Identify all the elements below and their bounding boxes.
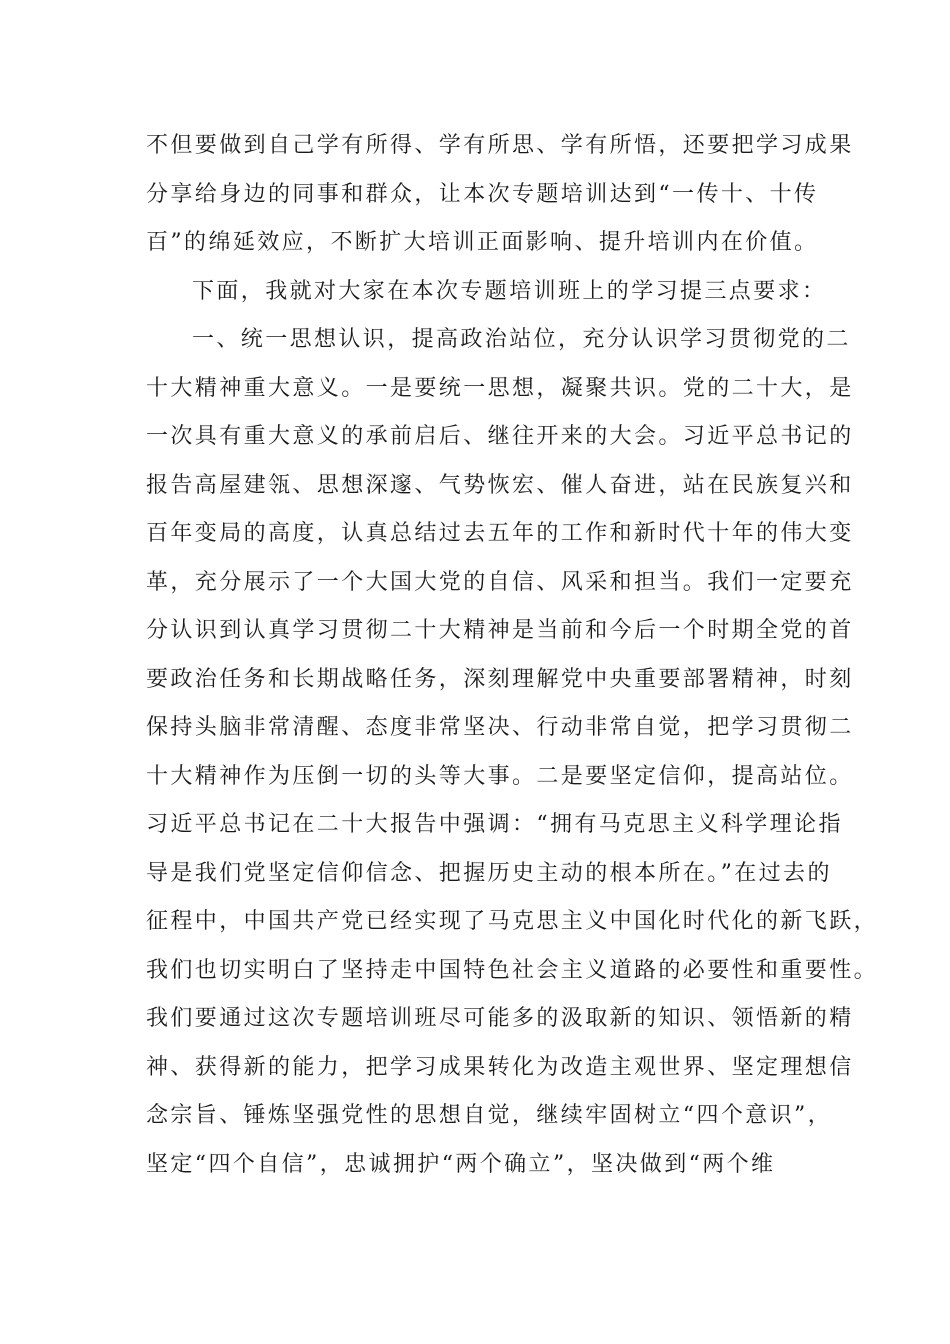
text-line: 我们也切实明白了坚持走中国特色社会主义道路的必要性和重要性。 <box>146 957 879 983</box>
paragraph-start-line: 下面，我就对大家在本次专题培训班上的学习提三点要求： <box>192 278 827 304</box>
section-heading-line: 一、统一思想认识，提高政治站位，充分认识学习贯彻党的二 <box>192 327 851 352</box>
text-line: 十大精神重大意义。一是要统一思想，凝聚共识。党的二十大，是 <box>146 375 854 401</box>
body-text <box>146 122 879 1189</box>
text-line: 分享给身边的同事和群众，让本次专题培训达到“一传十、十传 <box>146 181 819 207</box>
text-line: 分认识到认真学习贯彻二十大精神是当前和今后一个时期全党的首 <box>146 618 854 643</box>
text-line: 征程中，中国共产党已经实现了马克思主义中国化时代化的新飞跃， <box>146 909 879 934</box>
text-line: 革，充分展示了一个大国大党的自信、风采和担当。我们一定要充 <box>146 569 854 595</box>
text-line: 导是我们党坚定信仰信念、把握历史主动的根本所在。”在过去的 <box>146 860 832 886</box>
text-line: 坚定“四个自信”，忠诚拥护“两个确立”，坚决做到“两个维 <box>146 1151 776 1177</box>
text-line: 百年变局的高度，认真总结过去五年的工作和新时代十年的伟大变 <box>146 521 854 546</box>
text-line: 一次具有重大意义的承前启后、继往开来的大会。习近平总书记的 <box>146 424 854 449</box>
text-line: 十大精神作为压倒一切的头等大事。二是要坚定信仰，提高站位。 <box>146 763 854 789</box>
text-line: 报告高屋建瓴、思想深邃、气势恢宏、催人奋进，站在民族复兴和 <box>146 472 854 498</box>
text-line: 神、获得新的能力，把学习成果转化为改造主观世界、坚定理想信 <box>146 1054 854 1080</box>
text-line: 百”的绵延效应，不断扩大培训正面影响、提升培训内在价值。 <box>146 230 819 255</box>
text-line: 保持头脑非常清醒、态度非常坚决、行动非常自觉，把学习贯彻二 <box>146 715 854 740</box>
text-line: 我们要通过这次专题培训班尽可能多的汲取新的知识、领悟新的精 <box>146 1006 854 1031</box>
text-line: 不但要做到自己学有所得、学有所思、学有所悟，还要把学习成果 <box>146 133 854 158</box>
text-line: 习近平总书记在二十大报告中强调：“拥有马克思主义科学理论指 <box>146 812 843 837</box>
text-line: 要政治任务和长期战略任务，深刻理解党中央重要部署精神，时刻 <box>146 666 854 692</box>
text-line: 念宗旨、锤炼坚强党性的思想自觉，继续牢固树立“四个意识”， <box>146 1103 833 1128</box>
